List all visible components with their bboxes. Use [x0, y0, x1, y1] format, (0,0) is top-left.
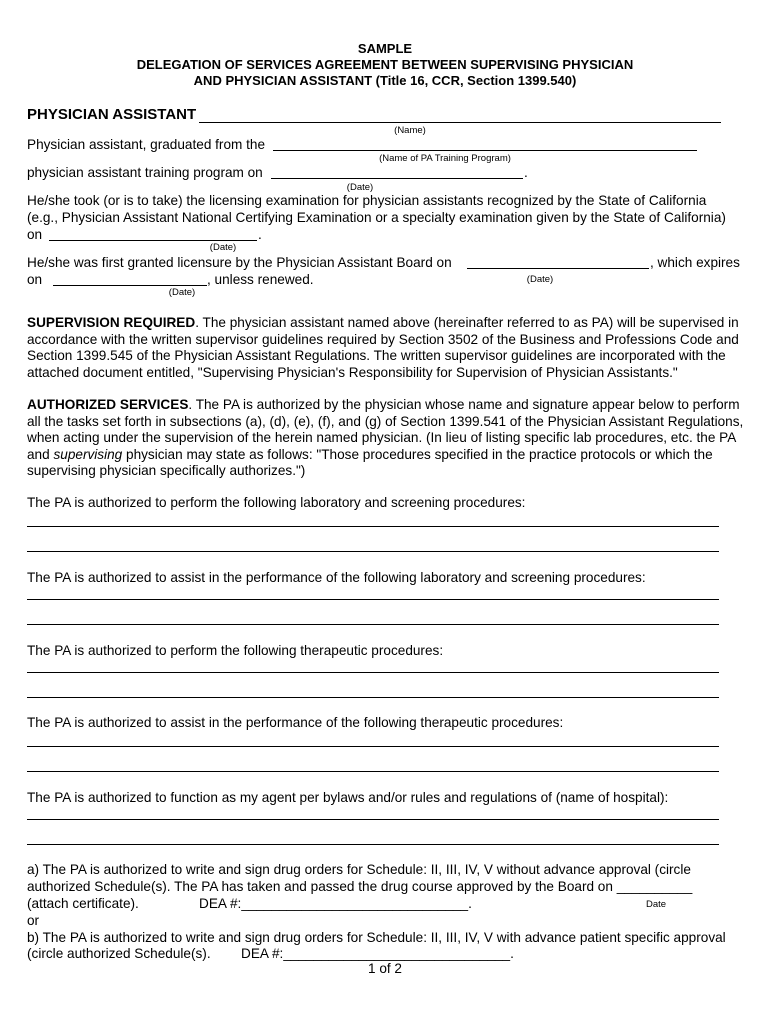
exam-line-2: (e.g., Physician Assistant National Certifying Examination or a specialty examination given by the State of California) [27, 210, 726, 225]
program-period: . [524, 165, 528, 180]
authorized-paragraph [27, 397, 745, 480]
authorized-text-b: physician may state as follows: "Those procedures specified in the practice protocols or which the supervising physician specifically authorizes.") [27, 446, 713, 479]
drug-a-dea: DEA #:______________________________. [199, 896, 472, 911]
license-unless: , unless renewed. [207, 272, 314, 287]
exam-period: . [258, 227, 262, 242]
drug-a-line-2: authorized Schedule(s). The PA has taken and passed the drug course approved by the Board on __________ [27, 879, 693, 894]
license-on: on [27, 272, 43, 287]
exam-line-1: He/she took (or is to take) the licensing examination for physician assistants recognized by the State of California [27, 193, 707, 208]
authorized-text-a: . The PA is authorized by the physician whose name and signature appear below to perform all the tasks set forth in subsections (a), (d), (e), (f), and (g) of Section 1399.541 of the Physician Assistant Regulations, when acting under the supervision of the herein named physician. (In lieu of listing specific lab procedures, etc. the PA and [27, 397, 744, 462]
drug-b-line-1: b) The PA is authorized to write and sign drug orders for Schedule: II, III, IV, V with advance patient specific approval [27, 930, 726, 945]
name-caption: (Name) [394, 125, 426, 136]
license-expires: , which expires [650, 255, 740, 270]
license-date-line[interactable] [467, 268, 649, 269]
supervision-text: . The physician assistant named above (hereinafter referred to as PA) will be supervised in accordance with the written supervisor guidelines required by Section 3502 of the Business and Professions Code and Section 1399.545 of the Physician Assistant Regulations. The written supervisor guidelines are incorporated with the attached document entitled, "Supervising Physician's Responsibility for Supervision of Physician Assistants." [27, 315, 739, 380]
date-caption: (Date) [526, 274, 554, 285]
entry-line[interactable] [27, 672, 719, 673]
page-number: 1 of 2 [367, 961, 402, 976]
entry-line[interactable] [27, 599, 719, 600]
date-caption: (Date) [346, 182, 374, 193]
doc-title-sample: SAMPLE [357, 41, 413, 56]
entry-line[interactable] [27, 844, 719, 845]
exam-date-line[interactable] [49, 240, 257, 241]
program-caption: (Name of PA Training Program) [379, 153, 511, 164]
section-lab-assist: The PA is authorized to assist in the performance of the following laboratory and screening procedures: [27, 570, 646, 585]
entry-line[interactable] [27, 746, 719, 747]
authorized-text-italic: supervising [53, 446, 123, 462]
program-date-line[interactable] [271, 178, 523, 179]
entry-line[interactable] [27, 771, 719, 772]
doc-title-line3: AND PHYSICIAN ASSISTANT (Title 16, CCR, Section 1399.540) [193, 73, 577, 88]
date-caption: (Date) [168, 287, 196, 298]
drug-a-date-caption: Date [646, 899, 667, 910]
license-prefix: He/she was first granted licensure by the Physician Assistant Board on [27, 255, 452, 270]
drug-a-attach: (attach certificate). [27, 896, 139, 911]
supervision-paragraph [27, 315, 745, 381]
section-therapeutic-perform: The PA is authorized to perform the following therapeutic procedures: [27, 643, 444, 658]
section-therapeutic-assist: The PA is authorized to assist in the performance of the following therapeutic procedures: [27, 715, 564, 730]
drug-b-dea: DEA #:______________________________. [241, 946, 514, 961]
entry-line[interactable] [27, 551, 719, 552]
exam-on: on [27, 227, 43, 242]
pa-name-line[interactable] [199, 122, 721, 123]
supervision-lead: SUPERVISION REQUIRED [27, 315, 196, 330]
authorized-lead: AUTHORIZED SERVICES [27, 397, 189, 412]
drug-or: or [27, 913, 40, 928]
expiration-date-line[interactable] [53, 285, 207, 286]
doc-title-line2: DELEGATION OF SERVICES AGREEMENT BETWEEN SUPERVISING PHYSICIAN [136, 57, 634, 72]
section-hospital-agent: The PA is authorized to function as my agent per bylaws and/or rules and regulations of (name of hospital): [27, 790, 669, 805]
date-caption: (Date) [209, 242, 237, 253]
entry-line[interactable] [27, 819, 719, 820]
entry-line[interactable] [27, 526, 719, 527]
training-program-line[interactable] [273, 150, 697, 151]
drug-b-circle: (circle authorized Schedule(s). [27, 946, 211, 961]
entry-line[interactable] [27, 697, 719, 698]
pa-label: PHYSICIAN ASSISTANT [27, 106, 197, 123]
drug-a-line-1: a) The PA is authorized to write and sign drug orders for Schedule: II, III, IV, V without advance approval (circle [27, 862, 691, 877]
program-prefix: physician assistant training program on [27, 165, 263, 180]
section-lab-perform: The PA is authorized to perform the following laboratory and screening procedures: [27, 495, 526, 510]
entry-line[interactable] [27, 624, 719, 625]
graduated-prefix: Physician assistant, graduated from the [27, 137, 266, 152]
